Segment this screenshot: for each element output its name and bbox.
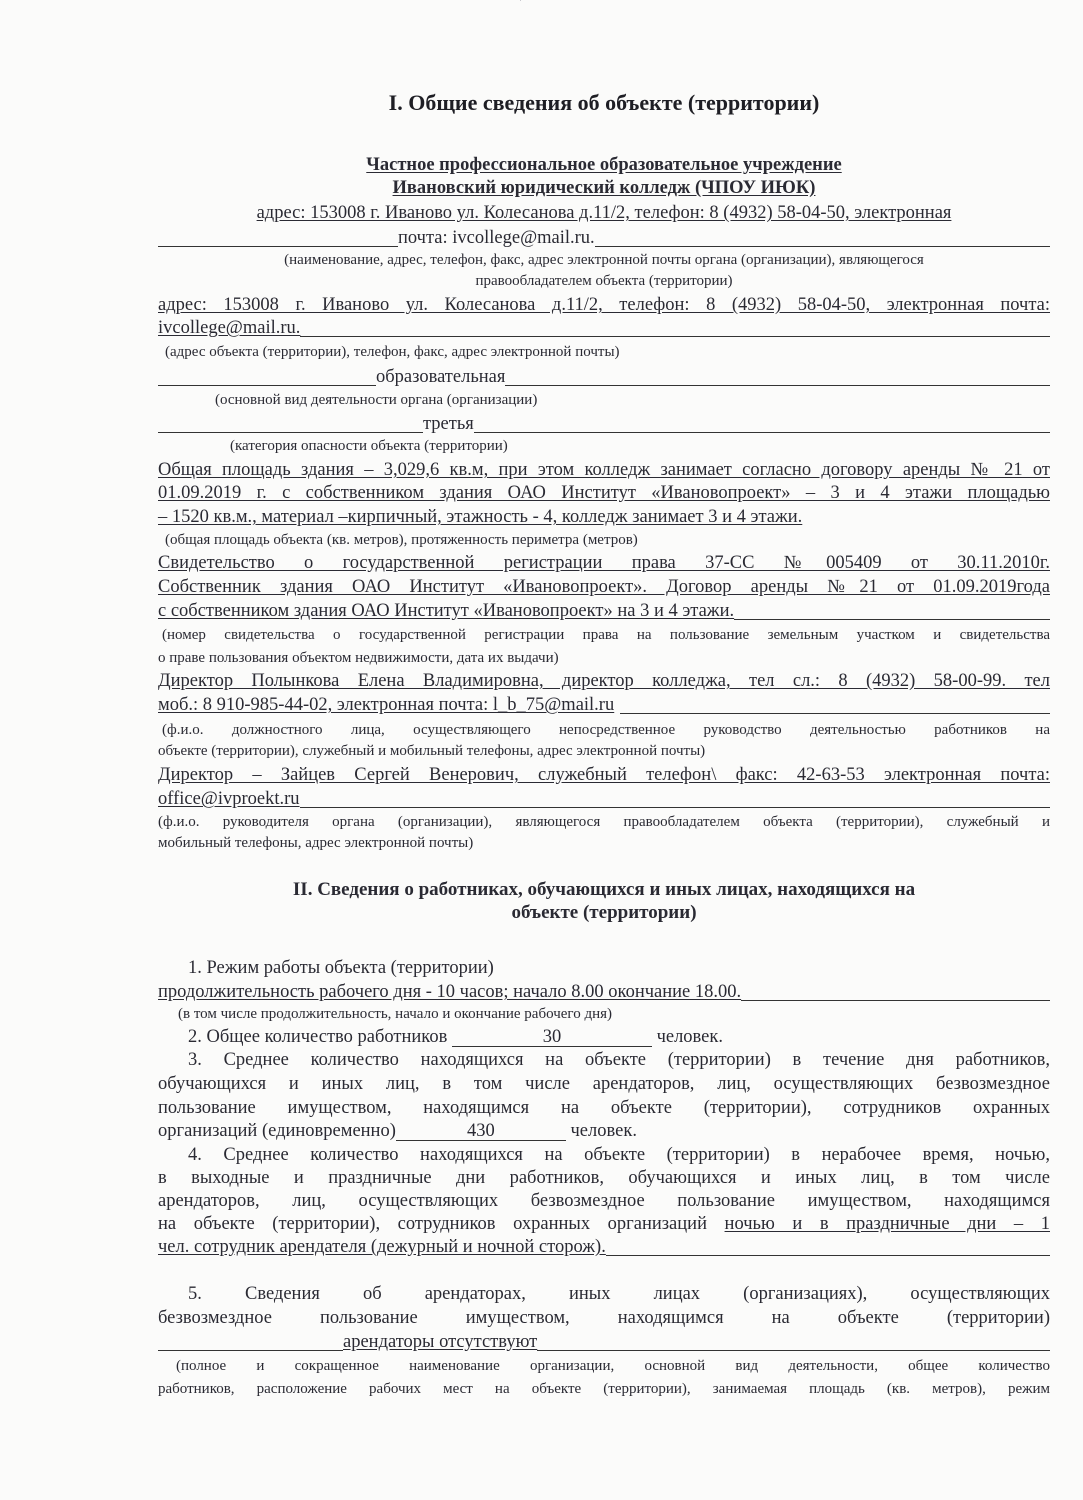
item4-line-1: 4. Среднее количество находящихся на объекте (территории) в нерабочее время, ночью, [188,1145,1050,1165]
category-caption: (категория опасности объекта (территории) [230,438,508,454]
item3-line-2: обучающихся и иных лиц, в том числе арендаторов, лиц, осуществляющих безвозмездное [158,1074,1050,1094]
registration-line-3: с собственником здания ОАО Институт «Ивановопроект» на 3 и 4 этажи. [158,600,1050,622]
item3-line-3: пользование имуществом, находящимся на объекте (территории), сотрудников охранных [158,1098,1050,1118]
section-2-title-2: объекте (территории) [511,902,697,923]
category-field: третья [158,413,1050,435]
item1-label: 1. Режим работы объекта (территории) [188,958,494,978]
area-line-2: 01.09.2019 г. с собственником здания ОАО Институт «Ивановопроект» – 3 и 4 этажи площадью [158,483,1050,503]
item5-line-2: безвозмездное пользование имуществом, находящимся на объекте (территории) [158,1308,1050,1328]
manager-line-2: моб.: 8 910-985-44-02, электронная почта: l_b_75@mail.ru [158,694,1050,716]
item4-line-5: чел. сотрудник арендателя (дежурный и ночной сторож). [158,1236,1050,1258]
item5-line-1: 5. Сведения об арендаторах, иных лицах (организациях), осуществляющих [188,1284,1050,1304]
object-address-line-1: адрес: 153008 г. Иваново ул. Колесанова д.11/2, телефон: 8 (4932) 58-04-50, электронная почта: [158,295,1050,315]
section-1-title: I. Общие сведения об объекте (территории) [388,90,820,115]
registration-line-1: Свидетельство о государственной регистрации права 37-СС №005409 от 30.11.2010г. [158,553,1050,573]
item3-value: 430 [396,1122,566,1141]
org-address-line-1: адрес: 153008 г. Иваново ул. Колесанова д.11/2, телефон: 8 (4932) 58-04-50, электронная [256,203,952,223]
scan-mark [520,0,521,1]
owner-head-caption-2: мобильный телефоны, адрес электронной почты) [158,835,474,851]
item3-line-4: организаций (единовременно) 430 человек. [158,1121,637,1141]
item1-value: продолжительность рабочего дня - 10 часов; начало 8.00 окончание 18.00. [158,981,1050,1003]
owner-head-line-1: Директор – Зайцев Сергей Венерович, служебный телефон\ факс: 42-63-53 электронная почта: [158,765,1050,785]
object-address-caption: (адрес объекта (территории), телефон, факс, адрес электронной почты) [165,344,620,360]
org-caption-2: правообладателем объекта (территории) [475,273,733,289]
item4-line-3: арендаторов, лиц, осуществляющих безвозмездное пользование имуществом, находящимся [158,1191,1050,1211]
item2-row: 2. Общее количество работников 30 человек. [188,1027,724,1047]
area-line-3: – 1520 кв.м., материал –кирпичный, этажность - 4, колледж занимает 3 и 4 этажи. [158,507,803,527]
org-name-line-1: Частное профессиональное образовательное учреждение [366,155,842,175]
manager-caption-2: объекте (территории), служебный и мобильный телефоны, адрес электронной почты) [158,743,706,759]
owner-head-caption-1: (ф.и.о. руководителя органа (организации), являющегося правообладателем объекта (территории), служебный и [158,814,1050,830]
item5-caption-2: работников, расположение рабочих мест на объекте (территории), занимаемая площадь (кв. метров), режим [158,1381,1050,1397]
org-address-line-2: почта: ivcollege@mail.ru. [158,227,1050,249]
org-caption-1: (наименование, адрес, телефон, факс, адрес электронной почты органа (организации), являющегося [284,252,924,268]
item3-line-1: 3. Среднее количество находящихся на объекте (территории) в течение дня работников, [188,1050,1050,1070]
activity-field: образовательная [158,366,1050,388]
area-line-1: Общая площадь здания – 3,029,6 кв.м, при этом колледж занимает согласно договору аренды № 21 от [158,460,1050,480]
activity-caption: (основной вид деятельности органа (организации) [215,392,538,408]
item2-value: 30 [452,1028,652,1047]
registration-line-2: Собственник здания ОАО Институт «Ивановопроект». Договор аренды №21 от 01.09.2019года [158,577,1050,597]
area-caption: (общая площадь объекта (кв. метров), протяженность периметра (метров) [165,532,638,548]
manager-caption-1: (ф.и.о. должностного лица, осуществляющего непосредственное руководство деятельностью работников на [162,722,1050,738]
registration-caption-1: (номер свидетельства о государственной регистрации права на пользование земельным участком и свидетельства [162,627,1050,643]
registration-caption-2: о праве пользования объектом недвижимости, дата их выдачи) [158,650,559,666]
item5-caption-1: (полное и сокращенное наименование организации, основной вид деятельности, общее количество [176,1358,1050,1374]
org-name-line-2: Ивановский юридический колледж (ЧПОУ ИЮК) [392,178,816,198]
item5-value: арендаторы отсутствуют [158,1331,1050,1353]
item1-caption: (в том числе продолжительность, начало и окончание рабочего дня) [178,1006,612,1022]
item4-line-2: в выходные и праздничные дни работников, обучающихся и иных лиц, в том числе [158,1168,1050,1188]
section-2-title-1: II. Сведения о работниках, обучающихся и иных лицах, находящихся на [292,879,916,900]
object-address-line-2: ivcollege@mail.ru. [158,317,1050,339]
owner-head-line-2: office@ivproekt.ru [158,788,1050,810]
item4-line-4: на объекте (территории), сотрудников охранных организаций ночью и в праздничные дни – 1 [158,1214,1050,1234]
manager-line-1: Директор Полынкова Елена Владимировна, директор колледжа, тел сл.: 8 (4932) 58-00-99. тел [158,671,1050,691]
